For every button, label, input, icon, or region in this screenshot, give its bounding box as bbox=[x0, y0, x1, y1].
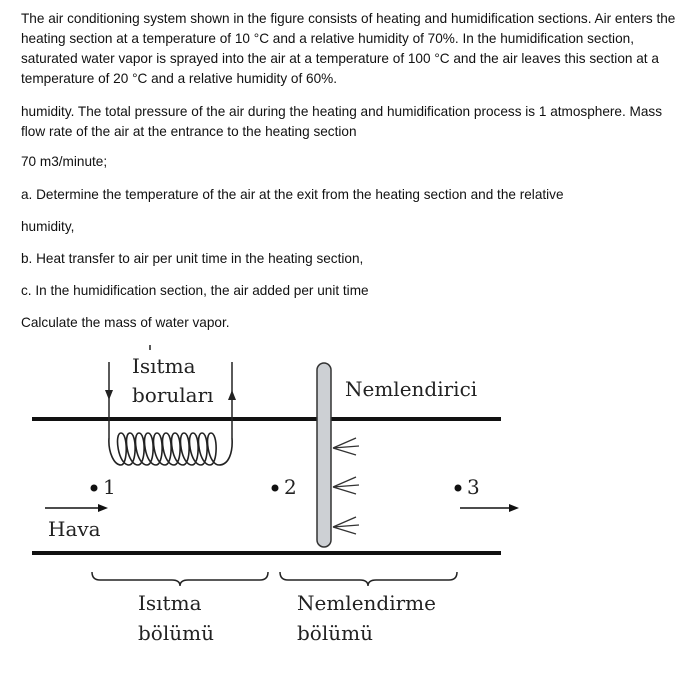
heating-section-label-line2: bölümü bbox=[138, 621, 214, 645]
part-a-line2: humidity, bbox=[21, 219, 75, 234]
humidification-section-label-line2: bölümü bbox=[297, 621, 373, 645]
heating-pipes-label-line2: boruları bbox=[132, 383, 214, 407]
humidification-section-label-line1: Nemlendirme bbox=[297, 591, 436, 615]
pipe-outlet-arrow bbox=[228, 390, 236, 400]
pipe-inlet-arrow bbox=[105, 390, 113, 400]
part-a-line1: a. Determine the temperature of the air at the exit from the heating section and the relative bbox=[21, 187, 564, 202]
final-line: Calculate the mass of water vapor. bbox=[21, 315, 230, 330]
heating-coil-icon bbox=[109, 433, 232, 465]
flow-rate: 70 m3/minute; bbox=[21, 154, 108, 169]
heating-section-brace bbox=[92, 572, 268, 586]
part-c: c. In the humidification section, the air added per unit time bbox=[21, 283, 369, 298]
state-label-3: 3 bbox=[467, 475, 480, 499]
outlet-arrowhead bbox=[509, 504, 519, 512]
air-label: Hava bbox=[48, 517, 101, 541]
humidification-section-brace bbox=[280, 572, 457, 586]
part-b: b. Heat transfer to air per unit time in the heating section, bbox=[21, 251, 364, 266]
state-point-2 bbox=[272, 485, 279, 492]
problem-intro: The air conditioning system shown in the figure consists of heating and humidification sections. Air enters the heating section at a temperature of 10 °C and a relative humidity of 70%. In the humidification section, saturated water vapor is sprayed into the air at a temperature of 100 °C and the air leaves this section at a temperature of 20 °C and a relative humidity of 60%. bbox=[21, 11, 676, 86]
heating-section-label-line1: Isıtma bbox=[138, 591, 202, 615]
state-point-1 bbox=[91, 485, 98, 492]
humidifier-pipe bbox=[317, 363, 331, 547]
state-point-3 bbox=[455, 485, 462, 492]
inlet-arrowhead bbox=[98, 504, 108, 512]
humidifier-label: Nemlendirici bbox=[345, 377, 478, 401]
state-label-1: 1 bbox=[103, 475, 116, 499]
heating-pipes-label-line1: Isıtma bbox=[132, 354, 196, 378]
state-label-2: 2 bbox=[284, 475, 297, 499]
problem-pressure: humidity. The total pressure of the air during the heating and humidification process is 1 atmosphere. Mass flow rate of the air at the entrance to the heating section bbox=[21, 104, 663, 139]
spray-nozzles-icon bbox=[333, 438, 359, 534]
